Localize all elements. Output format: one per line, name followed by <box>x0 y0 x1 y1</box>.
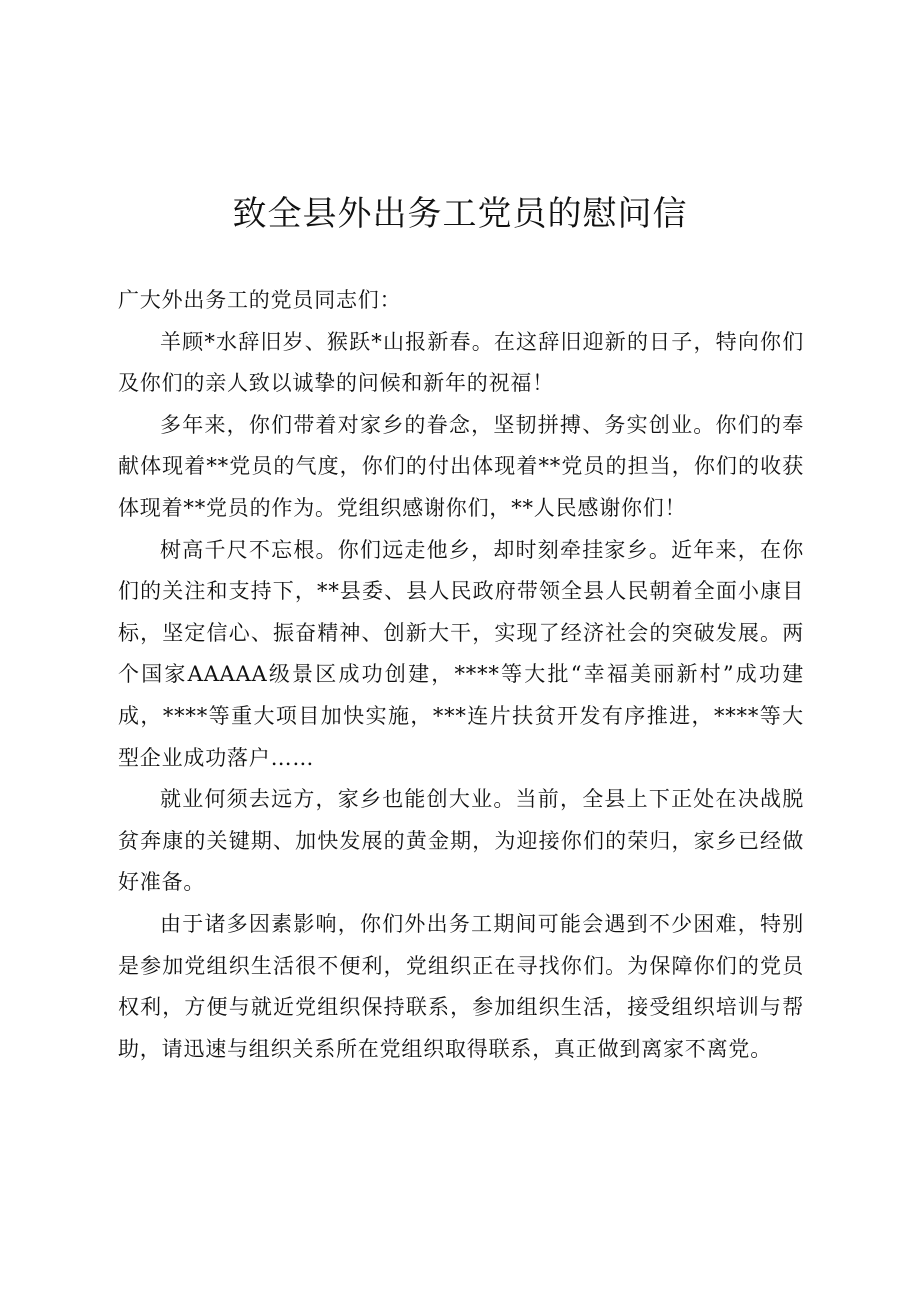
paragraph-new-year-greeting: 羊顾*水辞旧岁、猴跃*山报新春。在这辞旧迎新的日子，特向你们及你们的亲人致以诚挚的问候和新年的祝福！ <box>118 329 804 396</box>
page-title: 致全县外出务工党员的慰问信 <box>232 194 688 234</box>
paragraph-employment-invitation: 就业何须去远方，家乡也能创大业。当前，全县上下正处在决战脱贫奔康的关键期、加快发展的黄金期，为迎接你们的荣归，家乡已经做好准备。 <box>118 787 804 895</box>
paragraph-hometown-development: 树高千尺不忘根。你们远走他乡，却时刻牵挂家乡。近年来，在你们的关注和支持下，**县委、县人民政府带领全县人民朝着全面小康目标，坚定信心、振奋精神、创新大干，实现了经济社会的突破发展。两个国家AAAAA级景区成功创建，****等大批“幸福美丽新村”成功建成，****等重大项目加快实施，***连片扶贫开发有序推进，****等大型企业成功落户…… <box>118 537 804 770</box>
paragraph-party-contact: 由于诸多因素影响，你们外出务工期间可能会遇到不少困难，特别是参加党组织生活很不便利，党组织正在寻找你们。为保障你们的党员权利，方便与就近党组织保持联系，参加组织生活，接受组织培训与帮助，请迅速与组织关系所在党组织取得联系，真正做到离家不离党。 <box>118 911 804 1061</box>
letter-body <box>118 280 804 1070</box>
paragraph-appreciation: 多年来，你们带着对家乡的眷念，坚韧拼搏、务实创业。你们的奉献体现着**党员的气度，你们的付出体现着**党员的担当，你们的收获体现着**党员的作为。党组织感谢你们，**人民感谢你们！ <box>118 412 804 520</box>
letter-greeting: 广大外出务工的党员同志们： <box>118 288 402 312</box>
